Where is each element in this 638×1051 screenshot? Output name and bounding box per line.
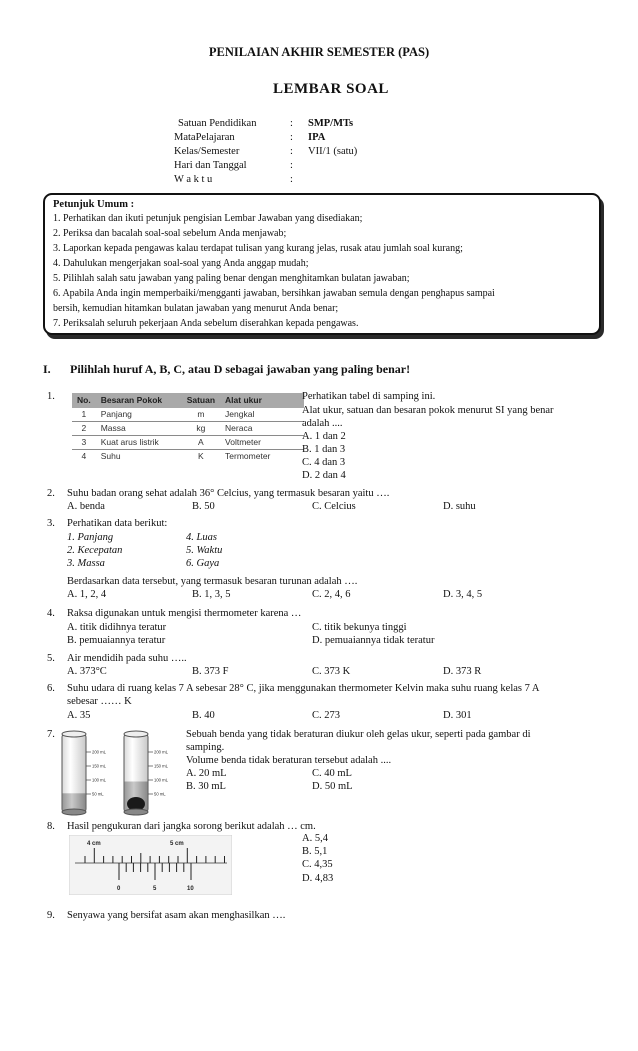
cylinder-left xyxy=(62,731,86,815)
table-cell: Kuat arus listrik xyxy=(96,436,182,450)
question-number: 1. xyxy=(47,391,55,402)
option[interactable]: A. 5,4 xyxy=(302,833,328,844)
question-text: Suhu udara di ruang kelas 7 A sebesar 28° C, jika menggunakan thermometer Kelvin maka suhu ruang kelas 7 A xyxy=(67,683,540,694)
question-number: 6. xyxy=(47,683,55,694)
option[interactable]: C. 273 xyxy=(312,710,341,721)
data-item: 1. Panjang xyxy=(67,532,114,543)
instruction-item: 4. Dahulukan mengerjakan soal-soal yang Anda anggap mudah; xyxy=(53,258,309,269)
vernier-scale-label: 10 xyxy=(187,886,194,892)
option[interactable]: C. 2, 4, 6 xyxy=(312,589,351,600)
option[interactable]: B. 5,1 xyxy=(302,846,328,857)
question-number: 8. xyxy=(47,821,55,832)
table-row xyxy=(72,422,304,436)
option[interactable]: D. 4,83 xyxy=(302,873,334,884)
vernier-caliper-figure xyxy=(69,835,232,895)
question-text: Air mendidih pada suhu ….. xyxy=(67,653,187,664)
option[interactable]: A. 20 mL xyxy=(186,768,227,779)
table-cell: Neraca xyxy=(220,422,304,436)
section-number: I. xyxy=(43,362,51,376)
option[interactable]: D. 3, 4, 5 xyxy=(443,589,483,600)
table-cell: kg xyxy=(182,422,220,436)
table-cell: K xyxy=(182,450,220,464)
question-text: Raksa digunakan untuk mengisi thermometer karena … xyxy=(67,608,302,619)
info-colon: : xyxy=(290,146,293,157)
option[interactable]: C. 4 dan 3 xyxy=(302,457,346,468)
table-cell: 4 xyxy=(72,450,96,464)
table-cell: Voltmeter xyxy=(220,436,304,450)
main-scale-label: 4 cm xyxy=(87,841,101,847)
option[interactable]: D. suhu xyxy=(443,501,476,512)
option[interactable]: D. pemuaiannya tidak teratur xyxy=(312,635,435,646)
measuring-cylinders-figure xyxy=(58,726,183,816)
info-value-school: SMP/MTs xyxy=(308,118,354,129)
question-text: Hasil pengukuran dari jangka sorong berikut adalah … cm. xyxy=(67,821,316,832)
option[interactable]: A. 35 xyxy=(67,710,91,721)
scale-right xyxy=(148,750,169,797)
option[interactable]: A. benda xyxy=(67,501,105,512)
cylinder-scale-label: 100 mL xyxy=(154,777,168,783)
data-item: 6. Gaya xyxy=(186,558,220,569)
info-value-subject: IPA xyxy=(308,132,326,143)
option[interactable]: C. titik bekunya tinggi xyxy=(312,622,407,633)
cylinder-scale-label: 200 mL xyxy=(154,749,168,755)
question-text: Senyawa yang bersifat asam akan menghasilkan …. xyxy=(67,910,286,921)
info-colon: : xyxy=(290,160,293,171)
question-number: 2. xyxy=(47,488,55,499)
cylinder-scale-label: 150 mL xyxy=(154,763,168,769)
table-header: No. xyxy=(72,393,96,408)
info-label-subject: MataPelajaran xyxy=(174,132,235,143)
q1-text: adalah .... xyxy=(302,418,343,429)
table-cell: m xyxy=(197,409,205,420)
option[interactable]: D. 50 mL xyxy=(312,781,353,792)
question-text: Volume benda tidak beraturan tersebut adalah .... xyxy=(186,755,392,766)
question-text: Perhatikan data berikut: xyxy=(67,518,168,529)
option[interactable]: B. 373 F xyxy=(192,666,229,677)
question-number: 9. xyxy=(47,910,55,921)
table-cell: Suhu xyxy=(96,450,182,464)
question-number: 4. xyxy=(47,608,55,619)
instruction-item: bersih, kemudian hitamkan bulatan jawaban yang menurut Anda benar; xyxy=(53,303,339,314)
option[interactable]: C. Celcius xyxy=(312,501,356,512)
table-cell: 1 xyxy=(81,409,87,420)
water-level-left xyxy=(63,793,86,811)
q1-table xyxy=(72,393,304,463)
option[interactable]: D. 301 xyxy=(443,710,472,721)
question-number: 5. xyxy=(47,653,55,664)
question-text: sebesar …… K xyxy=(67,696,132,707)
scale-left xyxy=(86,750,107,797)
table-row xyxy=(72,408,304,422)
instruction-item: 5. Pilihlah salah satu jawaban yang paling benar dengan menghitamkan bulatan jawaban; xyxy=(53,273,410,284)
table-cell: 3 xyxy=(72,436,96,450)
option[interactable]: B. 1 dan 3 xyxy=(302,444,346,455)
option[interactable]: C. 373 K xyxy=(312,666,351,677)
question-number: 7. xyxy=(47,729,55,740)
main-scale-label: 5 cm xyxy=(170,841,184,847)
info-colon: : xyxy=(290,132,293,143)
instructions-box xyxy=(43,193,601,335)
info-label-school: Satuan Pendidikan xyxy=(178,118,257,129)
option[interactable]: A. 373°C xyxy=(67,666,107,677)
info-value-class: VII/1 (satu) xyxy=(308,146,358,157)
option[interactable]: A. 1, 2, 4 xyxy=(67,589,107,600)
instructions-heading: Petunjuk Umum : xyxy=(53,199,135,210)
question-text: Suhu badan orang sehat adalah 36° Celcius, yang termasuk besaran yaitu …. xyxy=(67,488,390,499)
vernier-scale-label: 0 xyxy=(117,886,121,892)
table-row xyxy=(72,436,304,450)
vernier-scale-label: 5 xyxy=(153,886,157,892)
question-number: 3. xyxy=(47,518,55,529)
table-cell: Massa xyxy=(96,422,182,436)
table-header: Satuan xyxy=(182,393,220,408)
table-cell: Termometer xyxy=(220,450,304,464)
instruction-item: 1. Perhatikan dan ikuti petunjuk pengisian Lembar Jawaban yang disediakan; xyxy=(53,213,363,224)
info-label-class: Kelas/Semester xyxy=(174,146,240,157)
option[interactable]: B. 50 xyxy=(192,501,215,512)
data-item: 3. Massa xyxy=(67,558,105,569)
table-cell: Panjang xyxy=(100,409,132,420)
exam-title: PENILAIAN AKHIR SEMESTER (PAS) xyxy=(208,45,430,59)
option[interactable]: A. 1 dan 2 xyxy=(302,431,346,442)
question-text: Sebuah benda yang tidak beraturan diukur oleh gelas ukur, seperti pada gambar di xyxy=(186,729,531,740)
cylinder-scale-label: 200 mL xyxy=(92,749,106,755)
option[interactable]: B. 1, 3, 5 xyxy=(192,589,231,600)
table-cell: A xyxy=(182,436,220,450)
sheet-title: LEMBAR SOAL xyxy=(273,81,389,97)
cylinder-scale-label: 100 mL xyxy=(92,777,106,783)
info-label-date: Hari dan Tanggal xyxy=(174,160,247,171)
cylinder-scale-label: 50 mL xyxy=(154,791,166,797)
question-text: Berdasarkan data tersebut, yang termasuk besaran turunan adalah …. xyxy=(67,576,358,587)
cylinder-scale-label: 50 mL xyxy=(92,791,104,797)
q1-text: Alat ukur, satuan dan besaran pokok menurut SI yang benar xyxy=(302,405,554,416)
q1-text: Perhatikan tabel di samping ini. xyxy=(302,391,436,402)
info-label-time: W a k t u xyxy=(174,174,213,185)
option[interactable]: C. 40 mL xyxy=(312,768,352,779)
table-cell: 2 xyxy=(72,422,96,436)
option[interactable]: B. 40 xyxy=(192,710,215,721)
instruction-item: 2. Periksa dan bacalah soal-soal sebelum Anda menjawab; xyxy=(53,228,287,239)
instruction-item: 7. Periksalah seluruh pekerjaan Anda sebelum diserahkan kepada pengawas. xyxy=(53,318,359,329)
data-item: 4. Luas xyxy=(186,532,217,543)
q1-table-wrapper xyxy=(72,393,304,463)
option[interactable]: A. titik didihnya teratur xyxy=(67,622,167,633)
cylinder-right xyxy=(124,731,148,815)
data-item: 2. Kecepatan xyxy=(67,545,123,556)
data-item: 5. Waktu xyxy=(186,545,223,556)
info-colon: : xyxy=(290,174,293,185)
table-header: Besaran Pokok xyxy=(96,393,182,408)
option[interactable]: B. pemuaiannya teratur xyxy=(67,635,166,646)
option[interactable]: D. 2 dan 4 xyxy=(302,470,346,481)
cylinder-scale-label: 150 mL xyxy=(92,763,106,769)
section-title: Pilihlah huruf A, B, C, atau D sebagai jawaban yang paling benar! xyxy=(70,362,411,376)
question-text: samping. xyxy=(186,742,225,753)
option[interactable]: B. 30 mL xyxy=(186,781,226,792)
table-row xyxy=(72,450,304,464)
option[interactable]: C. 4,35 xyxy=(302,859,333,870)
option[interactable]: D. 373 R xyxy=(443,666,482,677)
table-header: Alat ukur xyxy=(220,393,304,408)
table-cell: Jengkal xyxy=(225,409,255,420)
info-colon: : xyxy=(290,118,293,129)
instruction-item: 3. Laporkan kepada pengawas kalau terdapat tulisan yang kurang jelas, rusak atau jumlah soal kurang; xyxy=(53,243,463,254)
instruction-item: 6. Apabila Anda ingin memperbaiki/mengganti jawaban, bersihkan jawaban semula dengan penghapus sampai xyxy=(53,288,495,299)
